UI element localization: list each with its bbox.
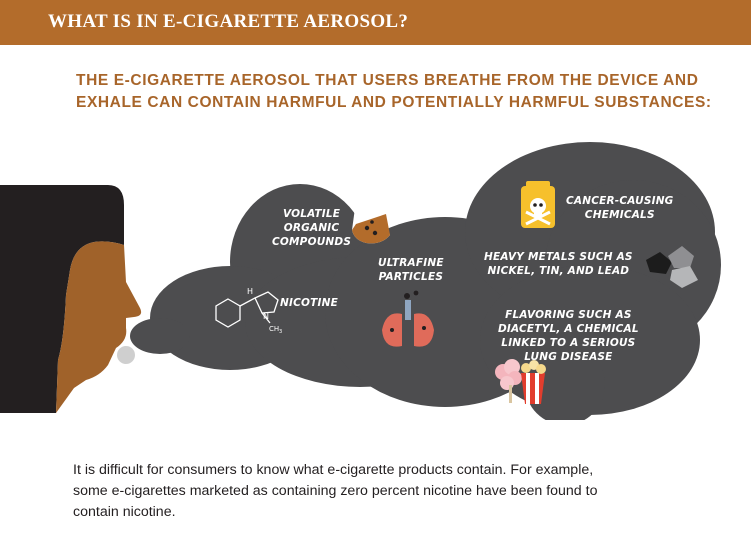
molecule-sub-label: 3: [279, 329, 283, 335]
intro-line: EXHALE CAN CONTAIN HARMFUL AND POTENTIALLY HARMFUL SUBSTANCES:: [76, 94, 712, 111]
label-ultrafine-particles: [378, 256, 444, 284]
aerosol-illustration: [0, 135, 751, 425]
label-heavy-metals: [484, 250, 633, 278]
footer-note: [73, 460, 713, 523]
label-line: DIACETYL, A CHEMICAL: [498, 323, 639, 335]
header-banner: [0, 0, 751, 45]
label-line: VOLATILE: [282, 208, 341, 220]
molecule-n-label: N: [263, 312, 269, 321]
label-line: PARTICLES: [378, 271, 444, 283]
illustration-svg: [0, 135, 751, 420]
footer-line: contain nicotine.: [73, 504, 176, 520]
person-head-icon: [0, 185, 141, 413]
label-line: LINKED TO A SERIOUS: [501, 337, 636, 349]
label-cancer-causing-chemicals: [566, 194, 674, 222]
label-line: ULTRAFINE: [378, 257, 444, 269]
label-volatile-organic-compounds: [272, 207, 351, 249]
label-line: LUNG DISEASE: [524, 351, 613, 363]
molecule-h-label: H: [247, 287, 254, 296]
puff-dot: [117, 346, 135, 364]
label-line: ORGANIC: [283, 222, 340, 234]
label-line: CANCER-CAUSING: [566, 195, 674, 207]
footer-line: some e-cigarettes marketed as containing zero percent nicotine have been found to: [73, 483, 598, 499]
label-line: HEAVY METALS SUCH AS: [484, 251, 633, 263]
label-line: CHEMICALS: [584, 209, 655, 221]
label-line: FLAVORING SUCH AS: [505, 309, 632, 321]
skull-crossbones-icon: [521, 181, 555, 228]
intro-heading: [76, 70, 736, 114]
label-line: NICKEL, TIN, AND LEAD: [487, 265, 630, 277]
intro-line: THE E-CIGARETTE AEROSOL THAT USERS BREATHE FROM THE DEVICE AND: [76, 72, 699, 89]
label-line: COMPOUNDS: [272, 236, 352, 248]
label-nicotine: [280, 296, 338, 310]
label-line: NICOTINE: [280, 297, 338, 309]
page-title: WHAT IS IN E-CIGARETTE AEROSOL?: [48, 11, 409, 32]
molecule-ch-label: CH: [269, 325, 280, 333]
footer-line: It is difficult for consumers to know what e-cigarette products contain. For example,: [73, 462, 594, 478]
label-flavoring-diacetyl: [498, 308, 639, 364]
